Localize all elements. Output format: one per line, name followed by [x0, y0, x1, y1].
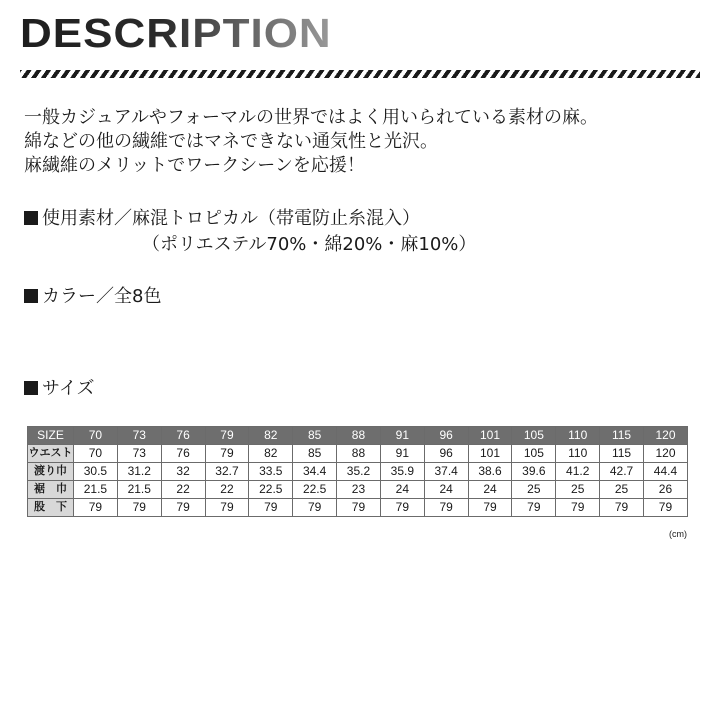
table-cell: 76 — [161, 445, 205, 463]
table-row — [28, 481, 688, 499]
row-label: 裾 巾 — [28, 481, 74, 499]
table-cell: 88 — [337, 445, 381, 463]
color-spec — [24, 284, 161, 310]
unit-label: (cm) — [669, 529, 687, 539]
square-bullet-icon — [24, 381, 38, 395]
row-label: 股 下 — [28, 499, 74, 517]
size-header-cell: 82 — [249, 427, 293, 445]
table-cell: 79 — [74, 499, 118, 517]
size-header-row — [28, 427, 688, 445]
table-cell: 115 — [600, 445, 644, 463]
table-cell: 79 — [512, 499, 556, 517]
table-cell: 32.7 — [205, 463, 249, 481]
material-composition: （ポリエステル70%・綿20%・麻10%） — [142, 234, 477, 255]
table-cell: 37.4 — [424, 463, 468, 481]
table-cell: 35.2 — [337, 463, 381, 481]
table-cell: 33.5 — [249, 463, 293, 481]
table-cell: 23 — [337, 481, 381, 499]
row-label: 渡り巾 — [28, 463, 74, 481]
table-cell: 91 — [380, 445, 424, 463]
table-row — [28, 499, 688, 517]
table-cell: 22 — [161, 481, 205, 499]
table-cell: 105 — [512, 445, 556, 463]
table-cell: 25 — [556, 481, 600, 499]
size-header-cell: 96 — [424, 427, 468, 445]
table-cell: 35.9 — [380, 463, 424, 481]
table-cell: 31.2 — [117, 463, 161, 481]
table-cell: 73 — [117, 445, 161, 463]
table-cell: 79 — [205, 445, 249, 463]
table-cell: 24 — [468, 481, 512, 499]
size-header-cell: 70 — [74, 427, 118, 445]
description-line: 綿などの他の繊維ではマネできない通気性と光沢。 — [24, 131, 438, 152]
size-header-cell: 105 — [512, 427, 556, 445]
table-cell: 79 — [556, 499, 600, 517]
table-cell: 120 — [643, 445, 687, 463]
title-stripe-divider — [20, 70, 700, 78]
table-cell: 79 — [468, 499, 512, 517]
table-cell: 41.2 — [556, 463, 600, 481]
color-line: カラー／全8色 — [42, 286, 162, 307]
size-header-cell: 79 — [205, 427, 249, 445]
table-cell: 21.5 — [74, 481, 118, 499]
table-cell: 85 — [293, 445, 337, 463]
description-text — [24, 106, 598, 178]
size-header-cell: 91 — [380, 427, 424, 445]
table-cell: 70 — [74, 445, 118, 463]
table-cell: 79 — [293, 499, 337, 517]
material-spec — [24, 206, 476, 258]
table-cell: 39.6 — [512, 463, 556, 481]
table-cell: 44.4 — [643, 463, 687, 481]
size-heading-label: サイズ — [42, 378, 95, 399]
table-cell: 79 — [161, 499, 205, 517]
table-cell: 79 — [249, 499, 293, 517]
table-cell: 101 — [468, 445, 512, 463]
table-cell: 25 — [600, 481, 644, 499]
description-line: 一般カジュアルやフォーマルの世界ではよく用いられている素材の麻。 — [24, 107, 599, 128]
size-header-cell: 85 — [293, 427, 337, 445]
size-header-cell: 73 — [117, 427, 161, 445]
table-cell: 79 — [380, 499, 424, 517]
page-title: DESCRIPTION — [20, 11, 332, 57]
material-line: 使用素材／麻混トロピカル（帯電防止糸混入） — [42, 208, 420, 229]
description-line: 麻繊維のメリットでワークシーンを応援！ — [24, 155, 365, 176]
size-heading — [24, 376, 95, 402]
square-bullet-icon — [24, 289, 38, 303]
table-row — [28, 463, 688, 481]
table-cell: 30.5 — [74, 463, 118, 481]
table-cell: 34.4 — [293, 463, 337, 481]
table-cell: 22.5 — [293, 481, 337, 499]
size-header-cell: 101 — [468, 427, 512, 445]
table-row — [28, 445, 688, 463]
table-cell: 82 — [249, 445, 293, 463]
table-cell: 32 — [161, 463, 205, 481]
table-cell: 22 — [205, 481, 249, 499]
table-cell: 25 — [512, 481, 556, 499]
table-cell: 24 — [424, 481, 468, 499]
table-cell: 24 — [380, 481, 424, 499]
table-cell: 22.5 — [249, 481, 293, 499]
square-bullet-icon — [24, 211, 38, 225]
table-cell: 96 — [424, 445, 468, 463]
size-table — [27, 426, 688, 517]
table-cell: 26 — [643, 481, 687, 499]
size-header-cell: 76 — [161, 427, 205, 445]
table-cell: 79 — [643, 499, 687, 517]
table-cell: 21.5 — [117, 481, 161, 499]
table-cell: 79 — [424, 499, 468, 517]
table-cell: 38.6 — [468, 463, 512, 481]
table-cell: 79 — [337, 499, 381, 517]
table-cell: 110 — [556, 445, 600, 463]
size-header-cell: 120 — [643, 427, 687, 445]
table-cell: 42.7 — [600, 463, 644, 481]
row-label: ウエスト — [28, 445, 74, 463]
size-header-cell: 110 — [556, 427, 600, 445]
table-cell: 79 — [600, 499, 644, 517]
size-header-label: SIZE — [28, 427, 74, 445]
size-header-cell: 115 — [600, 427, 644, 445]
table-cell: 79 — [205, 499, 249, 517]
table-cell: 79 — [117, 499, 161, 517]
size-header-cell: 88 — [337, 427, 381, 445]
